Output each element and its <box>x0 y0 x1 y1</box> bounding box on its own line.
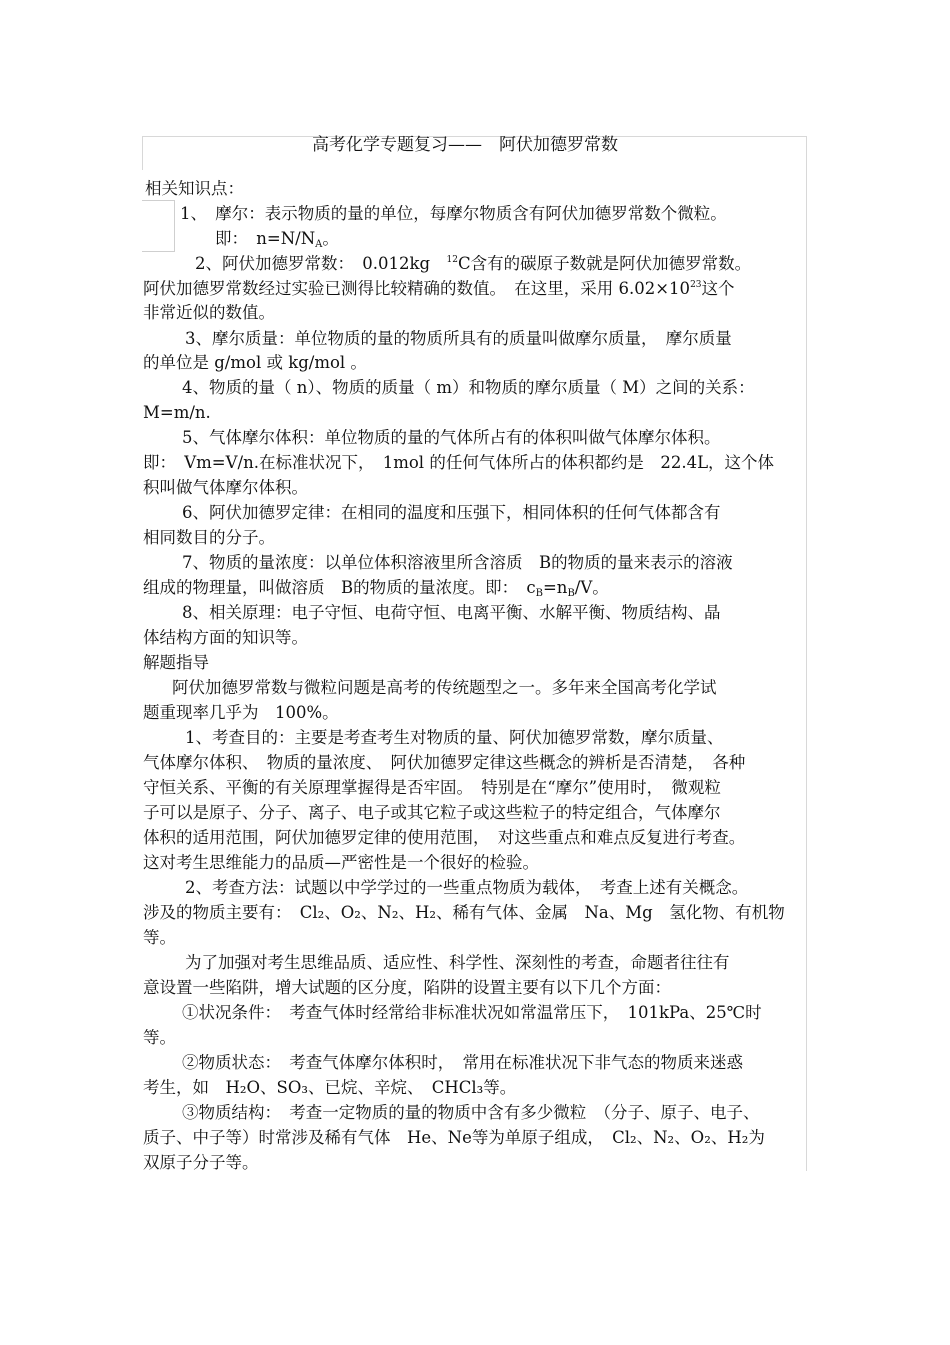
knowledge-point-5: 5、气体摩尔体积：单位物质的量的气体所占有的体积叫做气体摩尔体积。 <box>182 428 721 447</box>
guide-point-2-line2: 涉及的物质主要有： Cl₂、O₂、N₂、H₂、稀有气体、金属 Na、Mg 氢化物、有机物 <box>143 903 785 922</box>
knowledge-point-7: 7、物质的量浓度：以单位体积溶液里所含溶质 B的物质的量来表示的溶液 <box>182 553 733 572</box>
knowledge-point-2 <box>195 253 751 275</box>
page-frame-right <box>806 136 807 1171</box>
guide-point-2-line3: 等。 <box>143 928 176 947</box>
k2-text: 2、阿伏加德罗常数： 0.012kg <box>195 254 447 273</box>
page-frame-left <box>142 136 143 170</box>
trap-2: ②物质状态： 考查气体摩尔体积时， 常用在标准状况下非气态的物质来迷惑 <box>182 1053 743 1072</box>
guide-paragraph-traps-line2: 意设置一些陷阱，增大试题的区分度，陷阱的设置主要有以下几个方面： <box>143 978 671 997</box>
knowledge-point-4: 4、物质的量（ n）、物质的质量（ m）和物质的摩尔质量（ M）之间的关系： <box>182 378 755 397</box>
trap-3-line3: 双原子分子等。 <box>143 1153 259 1172</box>
k7b-end: /V。 <box>574 578 609 597</box>
k2b-text: 阿伏加德罗常数经过实验已测得比较精确的数值。 在这里，采用 6.02×10 <box>143 279 691 298</box>
k2-sup: 12 <box>446 255 458 265</box>
k7b-text: 组成的物理量，叫做溶质 B的物质的量浓度。即： c <box>143 578 536 597</box>
knowledge-point-8: 8、相关原理：电子守恒、电荷守恒、电离平衡、水解平衡、物质结构、晶 <box>182 603 721 622</box>
knowledge-point-4-line2: M=m/n. <box>143 403 211 422</box>
trap-3: ③物质结构： 考查一定物质的量的物质中含有多少微粒 （分子、原子、电子、 <box>182 1103 760 1122</box>
trap-1-line2: 等。 <box>143 1028 176 1047</box>
guide-intro-line2: 题重现率几乎为 100%。 <box>143 703 339 722</box>
guide-point-2: 2、考查方法：试题以中学学过的一些重点物质为载体， 考查上述有关概念。 <box>185 878 749 897</box>
knowledge-point-1-formula <box>215 228 339 253</box>
guide-point-1-line2: 气体摩尔体积、 物质的量浓度、 阿伏加德罗定律这些概念的辨析是否清楚， 各种 <box>143 753 746 772</box>
knowledge-point-8-line2: 体结构方面的知识等。 <box>143 628 308 647</box>
knowledge-point-6-line2: 相同数目的分子。 <box>143 528 275 547</box>
guide-point-1-line4: 子可以是原子、分子、离子、电子或其它粒子或这些粒子的特定组合，气体摩尔 <box>143 803 721 822</box>
guide-paragraph-traps: 为了加强对考生思维品质、适应性、科学性、深刻性的考查，命题者往往有 <box>185 953 730 972</box>
k2-text-end: C含有的碳原子数就是阿伏加德罗常数。 <box>458 254 752 273</box>
k2b-text-end: 这个 <box>701 279 735 298</box>
knowledge-point-3: 3、摩尔质量：单位物质的量的物质所具有的质量叫做摩尔质量， 摩尔质量 <box>185 329 732 348</box>
knowledge-point-5-line3: 积叫做气体摩尔体积。 <box>143 478 308 497</box>
guide-point-1-line6: 这对考生思维能力的品质—严密性是一个很好的检验。 <box>143 853 539 872</box>
knowledge-point-6: 6、阿伏加德罗定律：在相同的温度和压强下，相同体积的任何气体都含有 <box>182 503 721 522</box>
k7b-sub2: B <box>567 588 575 599</box>
guide-point-1-line5: 体积的适用范围，阿伏加德罗定律的使用范围， 对这些重点和难点反复进行考查。 <box>143 828 746 847</box>
formula-sub: A <box>315 239 323 250</box>
section-heading-knowledge: 相关知识点： <box>145 179 244 198</box>
knowledge-point-7-line2 <box>143 577 609 602</box>
guide-point-1: 1、考查目的：主要是考查考生对物质的量、阿伏加德罗常数，摩尔质量、 <box>185 728 724 747</box>
trap-3-line2: 质子、中子等）时常涉及稀有气体 He、Ne等为单原子组成， Cl₂、N₂、O₂、H₂为 <box>143 1128 765 1147</box>
knowledge-point-1: 1、 摩尔：表示物质的量的单位，每摩尔物质含有阿伏加德罗常数个微粒。 <box>180 204 727 223</box>
guide-intro: 阿伏加德罗常数与微粒问题是高考的传统题型之一。多年来全国高考化学试 <box>172 678 717 697</box>
formula-text: 即： n=N/N <box>215 229 316 248</box>
margin-box <box>142 200 175 252</box>
document-title: 高考化学专题复习—— 阿伏加德罗常数 <box>312 135 618 155</box>
knowledge-point-2-line3: 非常近似的数值。 <box>143 303 275 322</box>
section-heading-guide: 解题指导 <box>143 653 209 672</box>
knowledge-point-3-line2: 的单位是 g/mol 或 kg/mol 。 <box>143 353 367 372</box>
k7b-sub1: B <box>535 588 543 599</box>
knowledge-point-5-line2: 即： Vm=V/n.在标准状况下， 1mol 的任何气体所占的体积都约是 22.4L，这个体 <box>143 453 775 472</box>
k2b-sup: 23 <box>690 280 702 290</box>
knowledge-point-2-line2 <box>143 278 735 300</box>
trap-2-line2: 考生，如 H₂O、SO₃、已烷、辛烷、 CHCl₃等。 <box>143 1078 517 1097</box>
guide-point-1-line3: 守恒关系、平衡的有关原理掌握得是否牢固。 特别是在“摩尔”使用时， 微观粒 <box>143 778 721 797</box>
formula-end: 。 <box>322 229 339 248</box>
k7b-mid: =n <box>542 578 568 597</box>
trap-1: ①状况条件： 考查气体时经常给非标准状况如常温常压下， 101kPa、25℃时 <box>182 1003 762 1022</box>
